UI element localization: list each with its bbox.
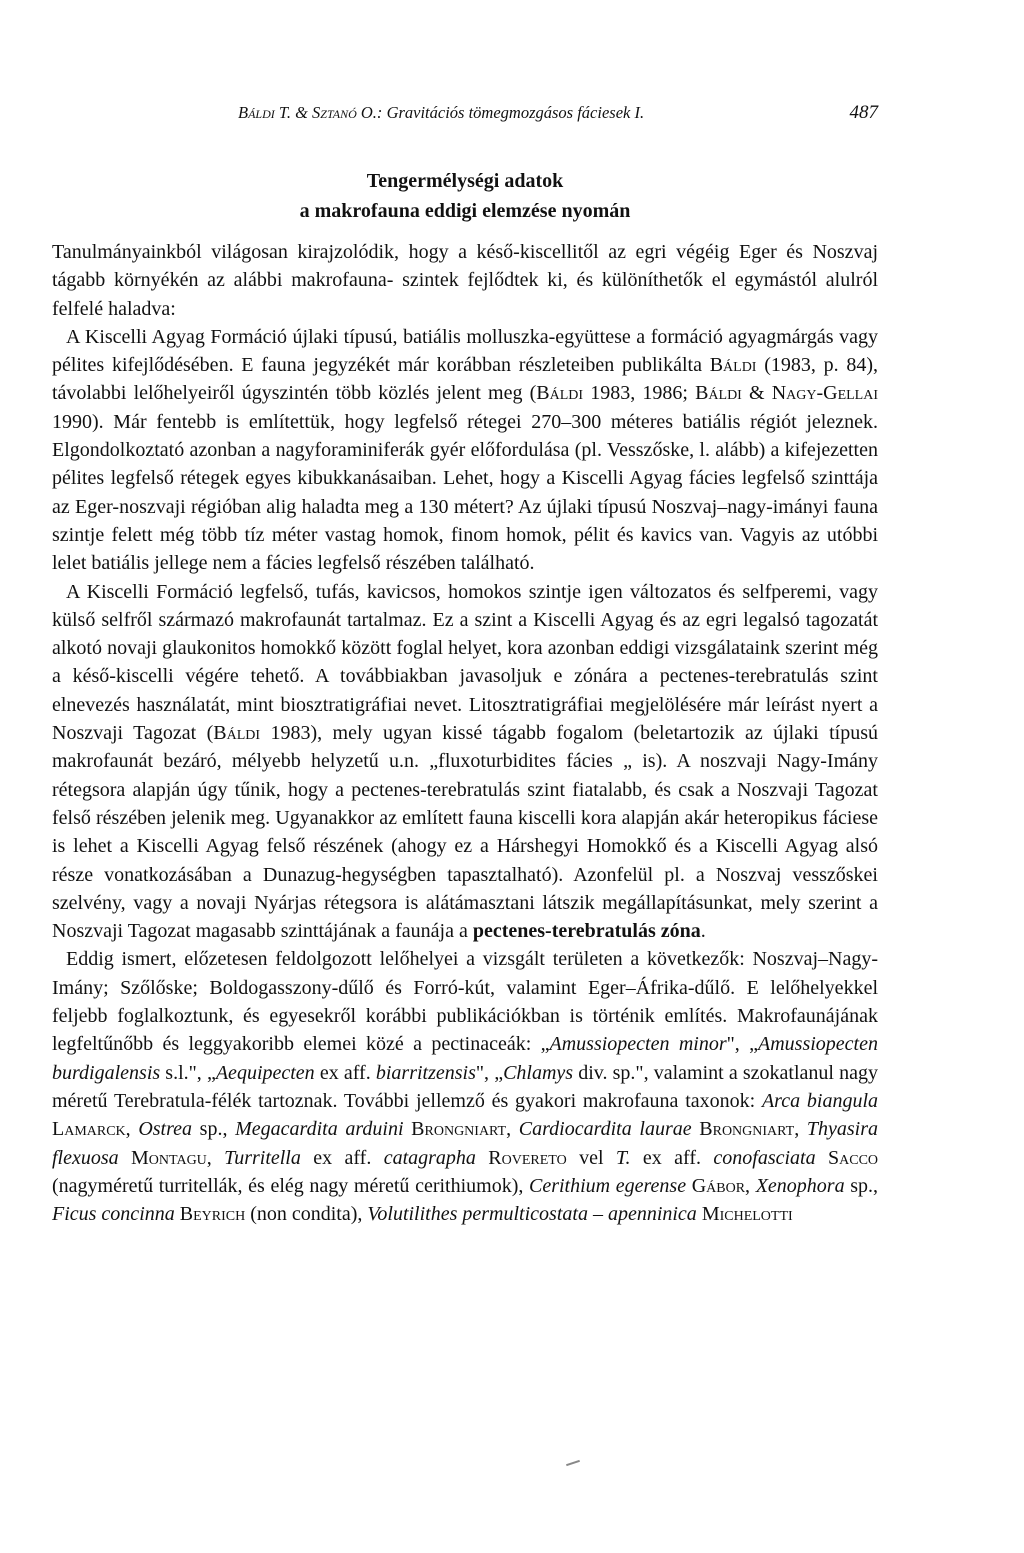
p2-text-a: A Kiscelli Agyag Formáció újlaki típusú, batiális molluszka-együttese a formáció agyagmárgás vagy pélites kifejlődésében. E fauna jegyzékét már korábban részleteiben publikálta xyxy=(52,325,878,377)
running-head-title: Gravitációs tömegmozgásos fáciesek I. xyxy=(382,103,645,122)
paragraph-4 xyxy=(52,945,878,1228)
taxon-megacardita-arduini: Megacardita arduini xyxy=(235,1118,404,1141)
author-montagu: Montagu xyxy=(118,1146,207,1169)
p4-text-e: ", „ xyxy=(475,1061,504,1084)
p4-text-r: (non condita), xyxy=(245,1203,368,1226)
p4-text-m: vel xyxy=(566,1146,616,1169)
p3-text-b: 1983), mely ugyan kissé tágabb fogalom (beletartozik az újlaki típusú makrofaunát bezáró, mélyebb helyzetű u.n. „fluxoturbidites fácies „ is). A noszvaji Nagy-Imány rétegsora alapján úgy tűnik, hogy a pectenes-terebratulás szint fiatalabb, és csak a Noszvaji Tagozat felső részében jelenik meg. Ugyanakkor az említett fauna kiscelli kora alapján akár heteropikus fáciese is lehet a Kiscelli Agyag felső részének (ahogy ez a Hárshegyi Homokkő és a Kiscelli Agyag alsó része vonatkozásában a Dunazug-hegységben tapasztalható). Azonfelül pl. a Noszvaj vesszőskei szelvény, vagy a novaji Nyárjas rétegsora is alátámasztani látszik megállapításunkat, mely szerint a Noszvaji Tagozat magasabb szinttájának a faunája a xyxy=(52,722,878,943)
taxon-ostrea: Ostrea xyxy=(138,1118,193,1141)
taxon-amussiopecten-burdigalensis: Amussiopecten burdigalensis xyxy=(52,1033,878,1084)
p4-text-i: , xyxy=(506,1118,519,1141)
page-number: 487 xyxy=(849,102,878,123)
author-sztano: Sztanó xyxy=(312,103,357,122)
p2-author-nagy-gellai: Nagy-Gellai xyxy=(771,382,878,405)
p3-text-a: A Kiscelli Formáció legfelső, tufás, kavicsos, homokos szintje igen változatos és selfperemi, vagy külső selfről származó makrofaunát tartalmaz. Ez a szint a Kiscelli Agyag és az egri legalsó tagozatát alkotó novaji glaukonitos homokkő között foglal helyet, kora azonban eddigi vizsgálataink szerint még a késő-kiscelli végére tehető. A továbbiakban javasoljuk e zónára a pectenes-terebratulás szint elnevezés használatát, mint biosztratigráfiai nevet. Litosztratigráfiai megjelölésére már leírást nyert a Noszvaji Tagozat ( xyxy=(52,580,878,745)
author-michelotti: Michelotti xyxy=(696,1203,793,1226)
p4-text-h: sp., xyxy=(192,1118,236,1141)
author-baldi: Báldi xyxy=(238,103,275,122)
taxon-volutilithes-permulticostata: Volutilithes permulticostata – apenninica xyxy=(367,1203,697,1226)
taxon-arca-biangula: Arca biangula xyxy=(761,1089,878,1112)
p4-text-a: Eddig ismert, előzetesen feldolgozott lelőhelyei a vizsgált területen a következők: Noszvaj–Nagy-Imány; Szőlőske; Boldogasszony-dűlő és Forró-kút, valamint Eger–Áfrika-dűlő. E lelőhelyekkel feljebb foglalkoztunk, és egyesekről korábbi publikációkban is történik említés. Makrofaunájának legfeltűnőbb és leggyakoribb elemei közé a pectinaceák: „ xyxy=(52,948,878,1056)
p4-text-j: , xyxy=(794,1118,807,1141)
author-brongniart-1: Brongniart xyxy=(403,1118,507,1141)
running-head xyxy=(52,98,878,128)
p2-author-baldi-1: Báldi xyxy=(709,354,757,377)
p4-text-d: ex aff. xyxy=(314,1061,376,1084)
author-lamarck: Lamarck xyxy=(52,1118,126,1141)
page xyxy=(52,98,878,1228)
taxon-ficus-concinna: Ficus concinna xyxy=(52,1203,175,1226)
taxon-cardiocardita-laurae: Cardiocardita laurae xyxy=(518,1118,692,1141)
taxon-chlamys: Chlamys xyxy=(503,1061,574,1084)
taxon-biarritzensis: biarritzensis xyxy=(375,1061,476,1084)
paragraph-2 xyxy=(52,323,878,578)
taxon-cerithium-egerense: Cerithium egerense xyxy=(529,1174,687,1197)
author-initials-2: O.: xyxy=(356,103,383,122)
p2-author-baldi-2: Báldi xyxy=(536,382,584,405)
author-brongniart-2: Brongniart xyxy=(691,1118,795,1141)
p4-text-p: , xyxy=(745,1174,756,1197)
p4-text-o: (nagyméretű turritellák, és elég nagy méretű cerithiumok), xyxy=(52,1174,529,1197)
running-head-authors-title xyxy=(238,98,644,128)
scan-artifact-mark xyxy=(566,1460,580,1466)
paragraph-3 xyxy=(52,578,878,946)
p2-ampersand: & xyxy=(741,382,772,405)
p4-text-b: ", „ xyxy=(726,1033,759,1056)
taxon-xenophora: Xenophora xyxy=(755,1174,845,1197)
author-sacco: Sacco xyxy=(815,1146,879,1169)
p3-text-c: . xyxy=(700,920,706,943)
taxon-aequipecten: Aequipecten xyxy=(215,1061,315,1084)
author-initials-1: T. & xyxy=(278,103,313,122)
p2-text-c: 1983, 1986; xyxy=(583,382,696,405)
author-rovereto: Rovereto xyxy=(475,1146,567,1169)
p3-bold-zone-name: pectenes-terebratulás zóna xyxy=(472,920,701,943)
body-text xyxy=(52,238,878,1228)
p4-text-g: , xyxy=(125,1118,139,1141)
section-title-line-1: Tengermélységi adatok xyxy=(366,170,564,192)
taxon-turritella: Turritella xyxy=(224,1146,301,1169)
p4-text-k: , xyxy=(206,1146,225,1169)
p3-author-baldi: Báldi xyxy=(213,722,261,745)
taxon-thyasira-flexuosa: Thyasira flexuosa xyxy=(52,1118,878,1169)
paragraph-1: Tanulmányainkból világosan kirajzolódik, hogy a késő-kiscellitől az egri végéig Eger és Noszvaj tágabb környékén az alábbi makrofauna- szintek fejlődtek ki, és különíthetők el egymástól alulról felfelé haladva: xyxy=(52,241,878,320)
section-title-line-2: a makrofauna eddigi elemzése nyomán xyxy=(299,200,631,222)
taxon-amussiopecten-minor: Amussiopecten minor xyxy=(549,1033,727,1056)
p4-text-q: sp., xyxy=(844,1174,878,1197)
author-beyrich: Beyrich xyxy=(174,1203,246,1226)
author-gabor: Gábor xyxy=(686,1174,746,1197)
p4-text-f: div. sp.", valamint a szokatlanul nagy méretű Terebratula-félék tartoznak. További jellemző és gyakori makrofauna taxonok: xyxy=(52,1061,879,1112)
taxon-catagrapha: catagrapha xyxy=(383,1146,476,1169)
taxon-t-abbrev: T. xyxy=(615,1146,631,1169)
p2-text-d: 1990). Már fentebb is említettük, hogy legfelső rétegei 270–300 méteres batiális régiót jeleznek. Elgondolkoztató azonban a nagyforaminiferák gyér előfordulása (pl. Vesszőske, l. alább) a kifejezetten pélites legfelső rétegek egyes kibukkanásaiban. Lehet, hogy a Kiscelli Agyag fácies legfelső szinttája az Eger-noszvaji régióban alig haladta meg a 130 métert? Az újlaki típusú Noszvaj–nagy-imányi fauna szintje felett még több tíz méter vastag homok, finom homok, pélit és kavics van. Vagyis az utóbbi lelet batiális jellege nem a fácies legfelső részében található. xyxy=(52,410,878,575)
p4-text-c: s.l.", „ xyxy=(160,1061,216,1084)
taxon-conofasciata: conofasciata xyxy=(713,1146,816,1169)
section-title xyxy=(52,166,878,226)
p4-text-l: ex aff. xyxy=(300,1146,384,1169)
p4-text-n: ex aff. xyxy=(630,1146,714,1169)
p2-author-baldi-3: Báldi xyxy=(695,382,742,405)
p2-text-b: (1983, p. 84), távolabbi lelőhelyeiről úgyszintén több közlés jelent meg ( xyxy=(52,354,878,405)
